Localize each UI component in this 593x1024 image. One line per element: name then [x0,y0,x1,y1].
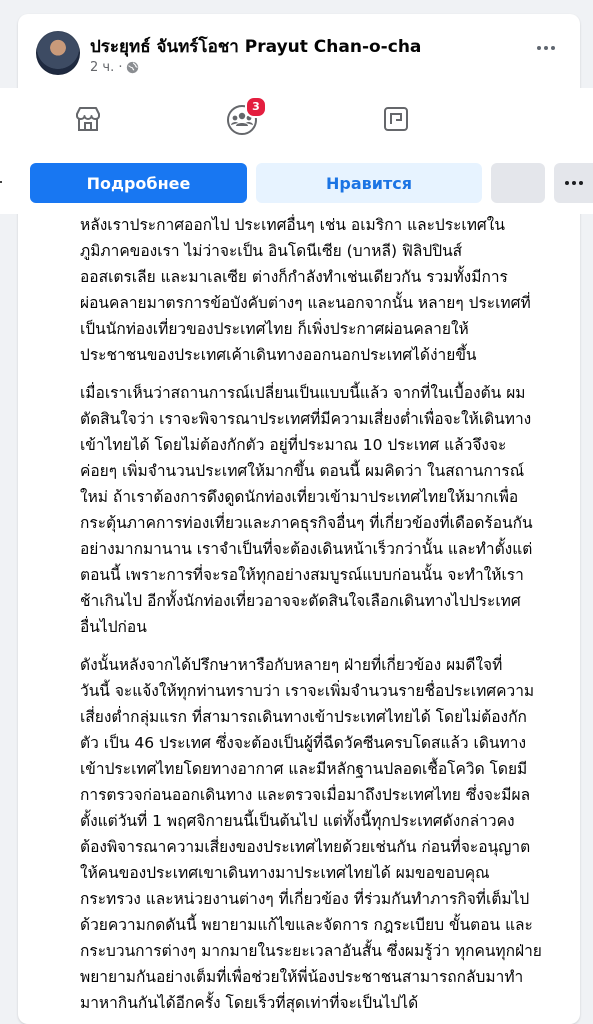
post-body [80,212,580,1024]
post-meta [90,60,139,75]
paragraph: เมื่อเราเห็นว่าสถานการณ์เปลี่ยนเป็นแบบนี้แล้ว จากที่ในเบื้องต้น ผม ตัดสินใจว่า เราจะพิจารณาประเทศที่มีความเสี่ยงต่ำเพื่อจะให้เดินทาง เข้าไทยได้ โดยไม่ต้องกักตัว อยู่ที่ประมาณ 10 ประเทศ แล้วจึงจะ ค่อยๆ เพิ่มจำนวนประเทศให้มากขึ้น ตอนนี้ ผมคิดว่า ในสถานการณ์ ใหม่ ถ้าเราต้องการดึงดูดนักท่องเที่ยวเข้ามาประเทศไทยให้มากเพื่อ กระตุ้นภาคการท่องเที่ยวและภาคธุรกิจอื่นๆ ที่เกี่ยวข้องที่เดือดร้อนกัน อย่างมากมานาน เราจำเป็นที่จะต้องเดินหน้าเร็วกว่านั้น และทำตั้งแต่ ตอนนี้ เพราะการที่จะรอให้ทุกอย่างสมบูรณ์แบบก่อนนั้น จะทำให้เรา ช้าเกินไป อีกทั้งนักท่องเที่ยวอาจจะตัดสินใจเลือกเดินทางไปประเทศ อื่นไปก่อน [80,384,533,636]
more-options-button[interactable] [554,163,593,203]
globe-icon [126,61,139,74]
groups-icon [226,121,258,140]
paragraph: ดังนั้นหลังจากได้ปรึกษาหารือกับหลายๆ ฝ่ายที่เกี่ยวข้อง ผมดีใจที่ วันนี้ จะแจ้งให้ทุกท่านทราบว่า เราจะเพิ่มจำนวนรายชื่อประเทศความ เสี่ยงต่ำกลุ่มแรก ที่สามารถเดินทางเข้าประเทศไทยได้ โดยไม่ต้องกัก ตัว เป็น 46 ประเทศ ซึ่งจะต้องเป็นผู้ที่ฉีดวัคซีนครบโดสแล้ว เดินทาง เข้าประเทศไทยโดยทางอากาศ และมีหลักฐานปลอดเชื้อโควิด โดยมี การตรวจก่อนออกเดินทาง และตรวจเมื่อมาถึงประเทศไทย ซึ่งจะมีผล ตั้งแต่วันที่ 1 พฤศจิกายนนี้เป็นต้นไป แต่ทั้งนี้ทุกประเทศดังกล่าวคง ต้องพิจารณาความเสี่ยงของประเทศไทยด้วยเช่นกัน ก่อนที่จะอนุญาต ให้คนของประเทศเขาเดินทางมาประเทศไทยได้ ผมขอขอบคุณ กระทรวง และหน่วยงานต่างๆ ที่เกี่ยวข้อง ที่ร่วมกันทำภารกิจที่เต็มไป ด้วยความกดดันนี้ พยายามแก้ไขและจัดการ กฎระเบียบ ขั้นตอน และ กระบวนการต่างๆ มากมายในระยะเวลาอันสั้น ซึ่งผมรู้ว่า ทุกคนทุกฝ่าย พยายามกันอย่างเต็มที่เพื่อช่วยให้พี่น้องประชาชนสามารถกลับมาทำ มาหากินกันได้อีกครั้ง โดยเร็วที่สุดเท่าที่จะเป็นไปได้ [80,656,542,1012]
nav-item-gaming[interactable] [381,104,413,136]
avatar[interactable] [36,31,80,75]
message-button[interactable] [491,163,545,203]
bottom-nav [0,88,593,154]
author-name[interactable]: ประยุทธ์ จันทร์โอชา Prayut Chan-o-cha [90,37,422,57]
like-button[interactable]: Нравится [256,163,482,203]
gaming-icon [381,119,411,138]
post-time[interactable]: 2 ч. · [90,60,123,75]
marketplace-icon [73,119,103,138]
notification-badge: 3 [245,96,267,118]
more-info-button[interactable]: Подробнее [30,163,247,203]
post-header [18,14,580,94]
nav-item-marketplace[interactable] [73,104,105,136]
post-options-icon[interactable] [528,38,564,58]
nav-item-groups[interactable] [226,100,260,136]
more-icon [565,181,583,185]
page-actions [0,154,593,214]
paragraph: หลังเราประกาศออกไป ประเทศอื่นๆ เช่น อเมริกา และประเทศใน ภูมิภาคของเรา ไม่ว่าจะเป็น อินโดนีเซีย (บาหลี) ฟิลิปปินส์ ออสเตรเลีย และมาเลเซีย ต่างก็กำลังทำเช่นเดียวกัน รวมทั้งมีการ ผ่อนคลายมาตรการข้อบังคับต่างๆ และนอกจากนั้น หลายๆ ประเทศที่ เป็นนักท่องเที่ยวของประเทศไทย ก็เพิ่งประกาศผ่อนคลายให้ ประชาชนของประเทศเค้าเดินทางออกนอกประเทศได้ง่ายขึ้น [80,216,531,364]
divider-dot [0,181,2,183]
